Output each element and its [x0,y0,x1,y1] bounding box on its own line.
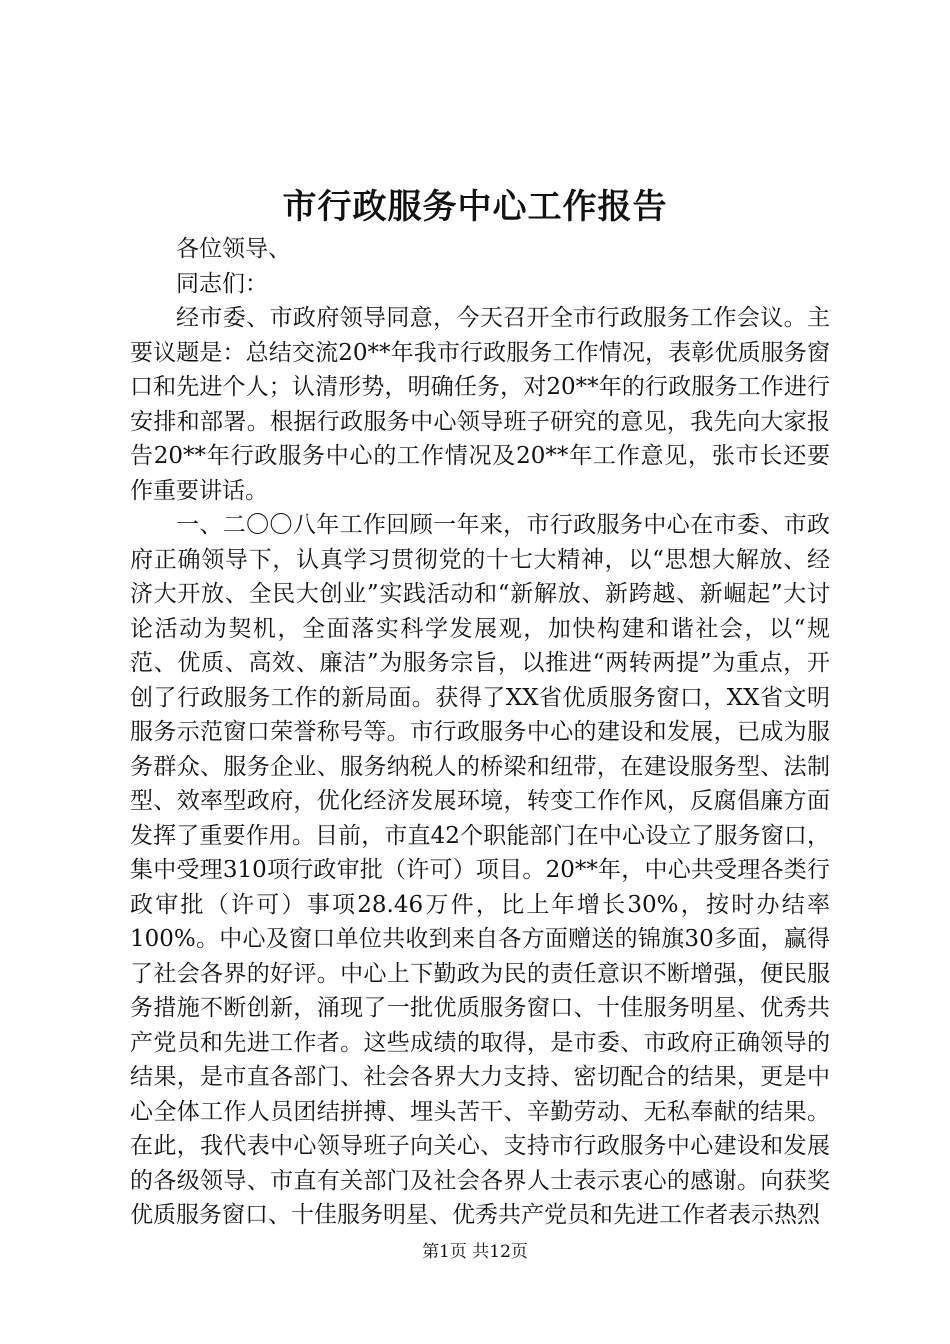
review-paragraph: 一、二〇〇八年工作回顾一年来，市行政服务中心在市委、市政府正确领导下，认真学习贯彻党的十七大精神，以“思想大解放、经济大开放、全民大创业”实践活动和“新解放、新跨越、新崛起”大讨论活动为契机，全面落实科学发展观，加快构建和谐社会，以“规范、优质、高效、廉洁”为服务宗旨，以推进“两转两提”为重点，开创了行政服务工作的新局面。获得了XX省优质服务窗口，XX省文明服务示范窗口荣誉称号等。市行政服务中心的建设和发展，已成为服务群众、服务企业、服务纳税人的桥梁和纽带，在建设服务型、法制型、效率型政府，优化经济发展环境，转变工作作风，反腐倡廉方面发挥了重要作用。目前，市直42个职能部门在中心设立了服务窗口，集中受理310项行政审批（许可）项目。20**年，中心共受理各类行政审批（许可）事项28.46万件，比上年增长30%，按时办结率100%。中心及窗口单位共收到来自各方面赠送的锦旗30多面，赢得了社会各界的好评。中心上下勤政为民的责任意识不断增强，便民服务措施不断创新，涌现了一批优质服务窗口、十佳服务明星、优秀共产党员和先进工作者。这些成绩的取得，是市委、市政府正确领导的结果，是市直各部门、社会各界大力支持、密切配合的结果，更是中心全体工作人员团结拼搏、埋头苦干、辛勤劳动、无私奉献的结果。在此，我代表中心领导班子向关心、支持市行政服务中心建设和发展的各级领导、市直有关部门及社会各界人士表示衷心的感谢。向获奖优质服务窗口、十佳服务明星、优秀共产党员和先进工作者表示热烈 [130,512,830,1228]
intro-paragraph: 经市委、市政府领导同意，今天召开全市行政服务工作会议。主要议题是：总结交流20**年我市行政服务工作情况，表彰优质服务窗口和先进个人；认清形势，明确任务，对20**年的行政服务工作进行安排和部署。根据行政服务中心领导班子研究的意见，我先向大家报告20**年行政服务中心的工作情况及20**年工作意见，张市长还要作重要讲话。 [130,305,830,504]
page-number: 第1页 共12页 [422,1242,528,1262]
salutation-line-1: 各位领导、 [176,236,291,262]
document-title: 市行政服务中心工作报告 [282,187,668,227]
document-body [130,232,830,1233]
salutation-line-2: 同志们： [176,270,268,297]
